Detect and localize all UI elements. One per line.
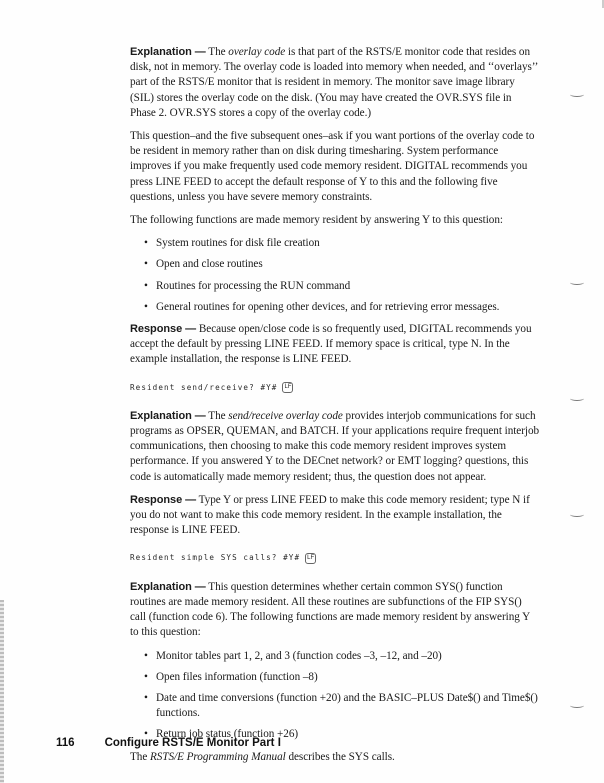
text-run: The xyxy=(205,46,229,58)
terminal-prompt-sys-calls xyxy=(130,550,540,565)
margin-change-mark xyxy=(570,92,584,97)
response-label: Response — xyxy=(130,493,197,506)
text-run: is that part of the RSTS/E monitor code that resides on disk, not in memory. The overlay code is loaded into memory when needed, and ‘‘overlays’’ part of the RSTS/E monitor that is resident in memory. The monitor save image library (SIL) stores the overlay code on the disk. (You may have created the OVR.SYS file in Phase 2. OVR.SYS stores a copy of the overlay code.) xyxy=(130,46,538,119)
margin-change-mark xyxy=(570,396,584,401)
text-run: The xyxy=(130,750,150,763)
line-feed-key-icon: LF xyxy=(282,382,293,393)
paragraph-question-intro: This question–and the five subsequent ones–ask if you want portions of the overlay code to be resident in memory rather than on disk during timesharing. System performance improves if you make frequently used code memory resident. DIGITAL recommends you press LINE FEED to accept the default response of Y to this and the following five questions, unless you have severe memory constraints. xyxy=(130,130,535,203)
closing-reference xyxy=(130,750,540,765)
explanation-label: Explanation — xyxy=(130,409,206,422)
bullet-icon: • xyxy=(144,279,148,292)
terminal-prompt-text: Resident simple SYS calls? #Y# xyxy=(130,553,301,563)
list-item-text: System routines for disk file creation xyxy=(156,237,320,250)
bullet-list-sys-functions xyxy=(130,649,540,743)
margin-change-mark xyxy=(570,703,584,708)
italic-term: send/receive overlay code xyxy=(228,409,343,422)
list-item xyxy=(144,300,540,315)
response-open-close xyxy=(130,322,540,368)
bullet-icon: • xyxy=(144,728,148,741)
bullet-icon: • xyxy=(144,649,148,662)
bullet-icon: • xyxy=(144,258,148,271)
list-item xyxy=(144,649,540,664)
list-item-text: Monitor tables part 1, 2, and 3 (function codes –3, –12, and –20) xyxy=(156,649,442,662)
list-item-text: Open and close routines xyxy=(156,258,263,271)
binding-edge xyxy=(0,600,4,783)
bullet-icon: • xyxy=(144,691,148,704)
list-item-text: Open files information (function –8) xyxy=(156,670,318,683)
text-run: Type Y or press LINE FEED to make this code memory resident; type N if you do not want to make this code memory resident. In the example installation, the response is LINE FEED. xyxy=(130,493,530,537)
bullet-list-overlay-functions xyxy=(130,236,540,315)
paragraph-functions-intro: The following functions are made memory resident by answering Y to this question: xyxy=(130,214,503,227)
response-label: Response — xyxy=(130,323,197,336)
text-run: provides interjob communications for such programs as OPSER, QUEMAN, and BATCH. If your applications require frequent interjob communications, then choosing to make this code memory resident improves system performance. If you answered Y to the DECnet network? or EMT logging? questions, this code is automatically made memory resident; thus, the question does not appear. xyxy=(130,409,540,483)
page-footer xyxy=(56,737,281,749)
list-item-text: Return job status (function +26) xyxy=(156,728,299,741)
explanation-label: Explanation — xyxy=(130,46,206,58)
text-run: The xyxy=(205,409,229,422)
explanation-sys-calls xyxy=(130,580,540,641)
terminal-prompt-text: Resident send/receive? #Y# xyxy=(130,382,278,392)
response-send-receive xyxy=(130,493,540,539)
bullet-icon: • xyxy=(144,237,148,250)
explanation-overlay-code xyxy=(130,45,540,121)
margin-change-mark xyxy=(570,512,584,517)
body-content xyxy=(130,45,540,773)
list-item xyxy=(144,670,540,685)
chapter-title: Configure RSTS/E Monitor Part I xyxy=(104,737,281,749)
bullet-icon: • xyxy=(144,670,148,683)
terminal-prompt-send-receive xyxy=(130,380,540,395)
manual-title: RSTS/E Programming Manual xyxy=(150,750,286,763)
text-run: Because open/close code is so frequently used, DIGITAL recommends you accept the default by pressing LINE FEED. If memory space is critical, type N. In the example installation, the response is LINE FEED. xyxy=(130,323,532,366)
explanation-send-receive xyxy=(130,409,540,485)
text-run: describes the SYS calls. xyxy=(285,750,395,763)
text-run: This question determines whether certain common SYS() function routines are made memory resident. All these routines are subfunctions of the FIP SYS() call (function code 6). The following functions are made memory resident by answering Y to this question: xyxy=(130,580,530,639)
list-item-text: Routines for processing the RUN command xyxy=(156,279,351,292)
line-feed-key-icon: LF xyxy=(305,553,316,564)
list-item xyxy=(144,691,540,721)
list-item-text: General routines for opening other devices, and for retrieving error messages. xyxy=(156,300,500,313)
italic-term: overlay code xyxy=(228,46,286,58)
margin-change-mark xyxy=(570,280,584,285)
list-item-text: Date and time conversions (function +20) and the BASIC–PLUS Date$() and Time$() functions. xyxy=(156,691,538,720)
list-item xyxy=(144,257,540,272)
list-item xyxy=(144,236,540,251)
explanation-label: Explanation — xyxy=(130,580,206,593)
list-item xyxy=(144,279,540,294)
page-number: 116 xyxy=(56,737,75,749)
bullet-icon: • xyxy=(144,300,148,313)
